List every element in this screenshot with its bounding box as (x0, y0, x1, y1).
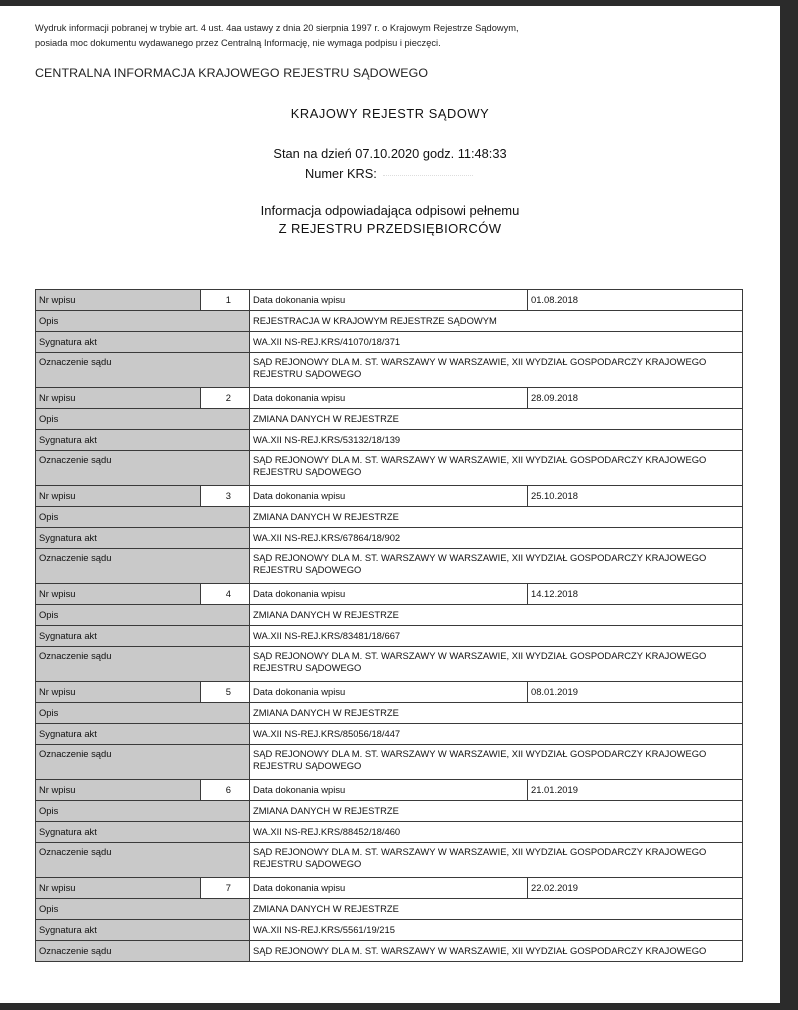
opis-value: ZMIANA DANYCH W REJESTRZE (250, 507, 743, 528)
opis-value: REJESTRACJA W KRAJOWYM REJESTRZE SĄDOWYM (250, 311, 743, 332)
opis-label: Opis (36, 801, 250, 822)
entry-sygnatura-row (36, 822, 743, 843)
data-wpisu-label: Data dokonania wpisu (250, 682, 528, 703)
info-subtitle: Z REJESTRU PRZEDSIĘBIORCÓW (278, 221, 502, 236)
oznaczenie-line-2: REJESTRU SĄDOWEGO (253, 760, 362, 771)
krs-number-label: Numer KRS: (305, 166, 377, 181)
entry-header-row (36, 486, 743, 507)
oznaczenie-label: Oznaczenie sądu (36, 549, 250, 584)
sygnatura-label: Sygnatura akt (36, 332, 250, 353)
entry-sygnatura-row (36, 430, 743, 451)
opis-value: ZMIANA DANYCH W REJESTRZE (250, 899, 743, 920)
oznaczenie-value (250, 647, 743, 682)
entry-sygnatura-row (36, 626, 743, 647)
entry-sygnatura-row (36, 724, 743, 745)
nr-wpisu-value: 6 (201, 780, 250, 801)
nr-wpisu-label: Nr wpisu (36, 682, 201, 703)
oznaczenie-line-1: SĄD REJONOWY DLA M. ST. WARSZAWY W WARSZAWIE, XII WYDZIAŁ GOSPODARCZY KRAJOWEGO (253, 846, 707, 857)
oznaczenie-line-1: SĄD REJONOWY DLA M. ST. WARSZAWY W WARSZAWIE, XII WYDZIAŁ GOSPODARCZY KRAJOWEGO (253, 748, 707, 759)
sygnatura-value: WA.XII NS-REJ.KRS/53132/18/139 (250, 430, 743, 451)
entry-header-row (36, 682, 743, 703)
entry-opis-row (36, 409, 743, 430)
opis-value: ZMIANA DANYCH W REJESTRZE (250, 801, 743, 822)
data-wpisu-label: Data dokonania wpisu (250, 388, 528, 409)
nr-wpisu-value: 1 (201, 290, 250, 311)
nr-wpisu-label: Nr wpisu (36, 780, 201, 801)
entry-opis-row (36, 899, 743, 920)
oznaczenie-line-1: SĄD REJONOWY DLA M. ST. WARSZAWY W WARSZAWIE, XII WYDZIAŁ GOSPODARCZY KRAJOWEGO (253, 356, 707, 367)
data-wpisu-value: 08.01.2019 (528, 682, 743, 703)
viewer-top-bar (0, 0, 798, 6)
data-wpisu-value: 25.10.2018 (528, 486, 743, 507)
sygnatura-value: WA.XII NS-REJ.KRS/41070/18/371 (250, 332, 743, 353)
oznaczenie-line-1: SĄD REJONOWY DLA M. ST. WARSZAWY W WARSZAWIE, XII WYDZIAŁ GOSPODARCZY KRAJOWEGO (253, 945, 707, 956)
oznaczenie-label: Oznaczenie sądu (36, 451, 250, 486)
viewer-bottom-bar (0, 1003, 798, 1010)
opis-value: ZMIANA DANYCH W REJESTRZE (250, 605, 743, 626)
data-wpisu-label: Data dokonania wpisu (250, 290, 528, 311)
entry-oznaczenie-row (36, 451, 743, 486)
sygnatura-label: Sygnatura akt (36, 822, 250, 843)
opis-label: Opis (36, 605, 250, 626)
state-date: Stan na dzień 07.10.2020 godz. 11:48:33 (273, 146, 507, 161)
disclaimer-line-2: posiada moc dokumentu wydawanego przez Centralną Informację, nie wymaga podpisu i pieczęci. (35, 38, 441, 48)
entry-opis-row (36, 605, 743, 626)
oznaczenie-label: Oznaczenie sądu (36, 941, 250, 962)
oznaczenie-value (250, 353, 743, 388)
central-title: CENTRALNA INFORMACJA KRAJOWEGO REJESTRU SĄDOWEGO (35, 66, 429, 80)
oznaczenie-line-1: SĄD REJONOWY DLA M. ST. WARSZAWY W WARSZAWIE, XII WYDZIAŁ GOSPODARCZY KRAJOWEGO (253, 454, 707, 465)
nr-wpisu-label: Nr wpisu (36, 486, 201, 507)
entries-table-body (36, 290, 743, 962)
entry-oznaczenie-row (36, 549, 743, 584)
sygnatura-label: Sygnatura akt (36, 724, 250, 745)
info-title: Informacja odpowiadająca odpisowi pełnemu (260, 203, 520, 218)
oznaczenie-label: Oznaczenie sądu (36, 843, 250, 878)
entry-header-row (36, 780, 743, 801)
nr-wpisu-label: Nr wpisu (36, 388, 201, 409)
entry-oznaczenie-row (36, 745, 743, 780)
data-wpisu-value: 14.12.2018 (528, 584, 743, 605)
entry-oznaczenie-row (36, 941, 743, 962)
registry-title: KRAJOWY REJESTR SĄDOWY (290, 106, 490, 121)
krs-number-redacted (383, 174, 473, 176)
sygnatura-label: Sygnatura akt (36, 430, 250, 451)
oznaczenie-value (250, 549, 743, 584)
entry-header-row (36, 290, 743, 311)
viewer-right-bar (780, 0, 798, 1010)
oznaczenie-line-2: REJESTRU SĄDOWEGO (253, 858, 362, 869)
entry-header-row (36, 584, 743, 605)
krs-number (305, 166, 473, 181)
opis-label: Opis (36, 409, 250, 430)
opis-label: Opis (36, 899, 250, 920)
oznaczenie-line-1: SĄD REJONOWY DLA M. ST. WARSZAWY W WARSZAWIE, XII WYDZIAŁ GOSPODARCZY KRAJOWEGO (253, 650, 707, 661)
disclaimer (35, 21, 735, 51)
entry-oznaczenie-row (36, 647, 743, 682)
oznaczenie-label: Oznaczenie sądu (36, 647, 250, 682)
nr-wpisu-label: Nr wpisu (36, 584, 201, 605)
entry-opis-row (36, 801, 743, 822)
oznaczenie-line-2: REJESTRU SĄDOWEGO (253, 368, 362, 379)
data-wpisu-label: Data dokonania wpisu (250, 584, 528, 605)
opis-value: ZMIANA DANYCH W REJESTRZE (250, 703, 743, 724)
oznaczenie-line-2: REJESTRU SĄDOWEGO (253, 466, 362, 477)
oznaczenie-line-2: REJESTRU SĄDOWEGO (253, 564, 362, 575)
data-wpisu-value: 01.08.2018 (528, 290, 743, 311)
data-wpisu-value: 28.09.2018 (528, 388, 743, 409)
sygnatura-label: Sygnatura akt (36, 626, 250, 647)
data-wpisu-value: 22.02.2019 (528, 878, 743, 899)
oznaczenie-line-2: REJESTRU SĄDOWEGO (253, 662, 362, 673)
entry-header-row (36, 388, 743, 409)
data-wpisu-label: Data dokonania wpisu (250, 878, 528, 899)
entry-oznaczenie-row (36, 353, 743, 388)
nr-wpisu-value: 2 (201, 388, 250, 409)
entry-oznaczenie-row (36, 843, 743, 878)
entry-header-row (36, 878, 743, 899)
nr-wpisu-value: 4 (201, 584, 250, 605)
entry-opis-row (36, 311, 743, 332)
nr-wpisu-value: 3 (201, 486, 250, 507)
entry-opis-row (36, 703, 743, 724)
disclaimer-line-1: Wydruk informacji pobranej w trybie art. 4 ust. 4aa ustawy z dnia 20 sierpnia 1997 r. o Krajowym Rejestrze Sądowym, (35, 23, 519, 33)
sygnatura-value: WA.XII NS-REJ.KRS/88452/18/460 (250, 822, 743, 843)
opis-label: Opis (36, 311, 250, 332)
sygnatura-value: WA.XII NS-REJ.KRS/67864/18/902 (250, 528, 743, 549)
sygnatura-label: Sygnatura akt (36, 920, 250, 941)
nr-wpisu-value: 7 (201, 878, 250, 899)
oznaczenie-value (250, 745, 743, 780)
nr-wpisu-label: Nr wpisu (36, 290, 201, 311)
data-wpisu-label: Data dokonania wpisu (250, 780, 528, 801)
entry-opis-row (36, 507, 743, 528)
oznaczenie-value (250, 941, 743, 962)
nr-wpisu-value: 5 (201, 682, 250, 703)
sygnatura-value: WA.XII NS-REJ.KRS/83481/18/667 (250, 626, 743, 647)
data-wpisu-value: 21.01.2019 (528, 780, 743, 801)
entry-sygnatura-row (36, 332, 743, 353)
opis-value: ZMIANA DANYCH W REJESTRZE (250, 409, 743, 430)
entries-table (35, 289, 743, 962)
sygnatura-value: WA.XII NS-REJ.KRS/85056/18/447 (250, 724, 743, 745)
entry-sygnatura-row (36, 920, 743, 941)
oznaczenie-line-1: SĄD REJONOWY DLA M. ST. WARSZAWY W WARSZAWIE, XII WYDZIAŁ GOSPODARCZY KRAJOWEGO (253, 552, 707, 563)
oznaczenie-label: Oznaczenie sądu (36, 745, 250, 780)
sygnatura-label: Sygnatura akt (36, 528, 250, 549)
sygnatura-value: WA.XII NS-REJ.KRS/5561/19/215 (250, 920, 743, 941)
oznaczenie-label: Oznaczenie sądu (36, 353, 250, 388)
entry-sygnatura-row (36, 528, 743, 549)
opis-label: Opis (36, 507, 250, 528)
oznaczenie-value (250, 451, 743, 486)
data-wpisu-label: Data dokonania wpisu (250, 486, 528, 507)
oznaczenie-value (250, 843, 743, 878)
opis-label: Opis (36, 703, 250, 724)
nr-wpisu-label: Nr wpisu (36, 878, 201, 899)
